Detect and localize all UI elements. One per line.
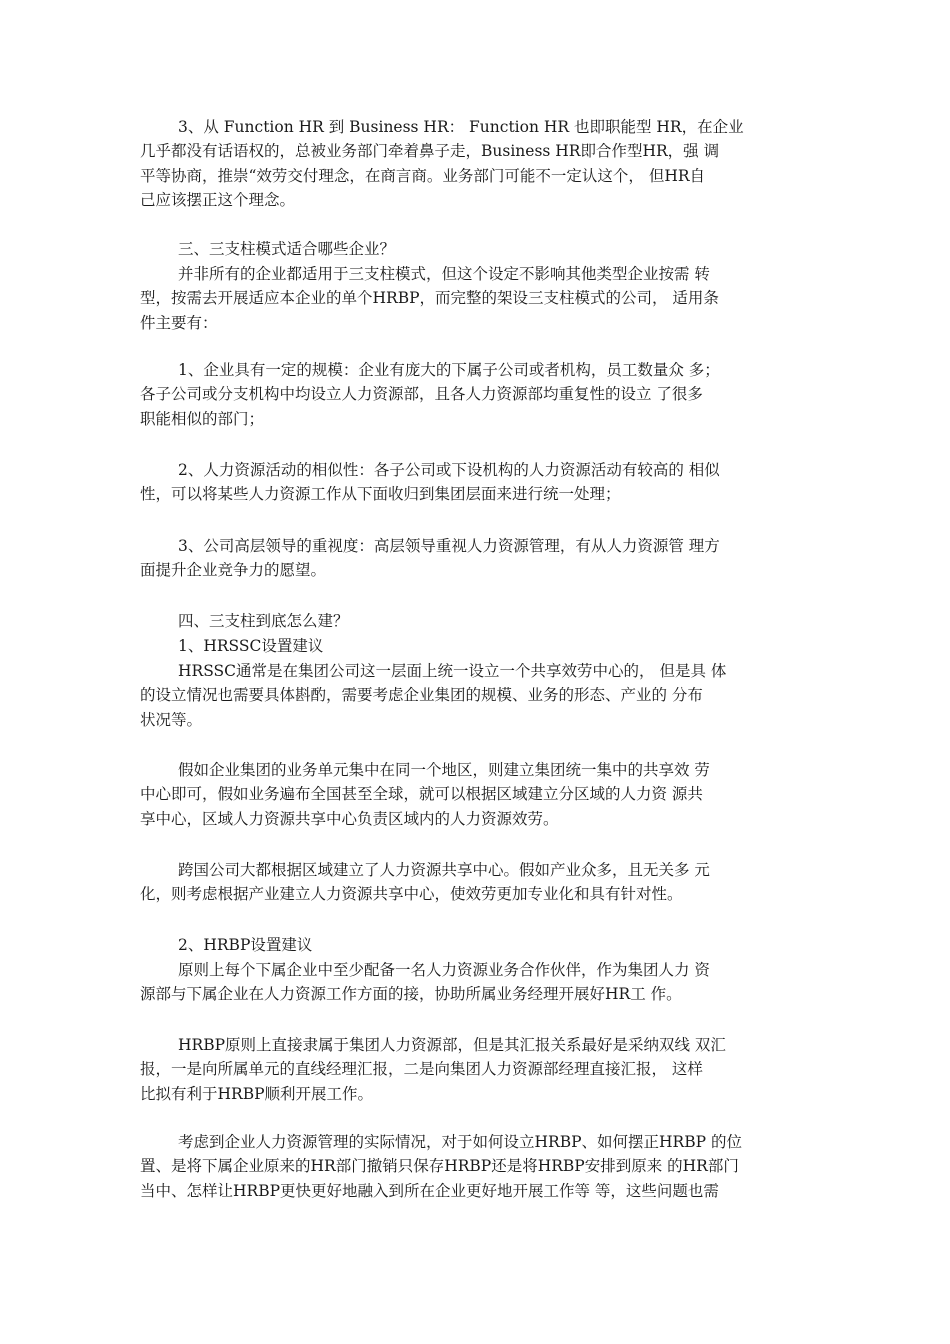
paragraph bbox=[140, 1130, 820, 1203]
text-line: 2、人力资源活动的相似性：各子公司或下设机构的人力资源活动有较高的 相似 bbox=[178, 461, 720, 479]
text-line: 3、公司高层领导的重视度：高层领导重视人力资源管理，有从人力资源管 理方 bbox=[178, 537, 720, 555]
text-line: 件主要有： bbox=[140, 313, 218, 332]
text-line: HRBP原则上直接隶属于集团人力资源部，但是其汇报关系最好是采纳双线 双汇 bbox=[178, 1036, 726, 1054]
text-line: 职能相似的部门； bbox=[140, 409, 265, 428]
paragraph bbox=[140, 115, 820, 213]
paragraph bbox=[140, 458, 820, 507]
text-line: 置、是将下属企业原来的HR部门撤销只保存HRBP还是将HRBP安排到原来 的HR部门 bbox=[140, 1157, 739, 1176]
paragraph bbox=[140, 262, 820, 335]
paragraph bbox=[140, 237, 820, 261]
paragraph bbox=[140, 659, 820, 732]
text-line: 3、从 Function HR 到 Business HR： Function HR 也即职能型 HR，在企业 bbox=[178, 118, 744, 136]
text-line: 三、三支柱模式适合哪些企业？ bbox=[178, 240, 396, 258]
text-line: 当中、怎样让HRBP更快更好地融入到所在企业更好地开展工作等 等，这些问题也需 bbox=[140, 1181, 719, 1200]
text-line: 跨国公司大都根据区域建立了人力资源共享中心。假如产业众多，且无关多 元 bbox=[178, 861, 710, 879]
paragraph bbox=[140, 1033, 820, 1106]
paragraph bbox=[140, 958, 820, 1007]
text-line: 享中心，区域人力资源共享中心负责区域内的人力资源效劳。 bbox=[140, 809, 559, 828]
text-line: 比拟有利于HRBP顺利开展工作。 bbox=[140, 1084, 374, 1103]
paragraph bbox=[140, 609, 820, 633]
text-line: 的设立情况也需要具体斟酌，需要考虑企业集团的规模、业务的形态、产业的 分布 bbox=[140, 686, 703, 705]
text-line: 化，则考虑根据产业建立人力资源共享中心，使效劳更加专业化和具有针对性。 bbox=[140, 885, 683, 904]
paragraph bbox=[140, 758, 820, 831]
text-line: 并非所有的企业都适用于三支柱模式，但这个设定不影响其他类型企业按需 转 bbox=[178, 265, 710, 283]
text-line: 己应该摆正这个理念。 bbox=[140, 191, 296, 210]
text-line: 状况等。 bbox=[140, 710, 203, 729]
text-line: 原则上每个下属企业中至少配备一名人力资源业务合作伙伴，作为集团人力 资 bbox=[178, 961, 710, 979]
text-line: 几乎都没有话语权的，总被业务部门牵着鼻子走，Business HR即合作型HR，强 调 bbox=[140, 142, 720, 161]
text-line: 2、HRBP设置建议 bbox=[178, 936, 313, 954]
text-line: 1、HRSSC设置建议 bbox=[178, 637, 324, 655]
paragraph bbox=[140, 634, 820, 658]
paragraph bbox=[140, 534, 820, 583]
paragraph bbox=[140, 933, 820, 957]
text-line: 考虑到企业人力资源管理的实际情况，对于如何设立HRBP、如何摆正HRBP 的位 bbox=[178, 1133, 742, 1151]
text-line: 平等协商，推崇“效劳交付理念，在商言商。业务部门可能不一定认这个， 但HR自 bbox=[140, 166, 706, 185]
paragraph bbox=[140, 358, 820, 431]
text-line: 各子公司或分支机构中均设立人力资源部，且各人力资源部均重复性的设立 了很多 bbox=[140, 385, 703, 404]
text-line: 1、企业具有一定的规模：企业有庞大的下属子公司或者机构，员工数量众 多； bbox=[178, 361, 720, 379]
text-line: 报，一是向所属单元的直线经理汇报，二是向集团人力资源部经理直接汇报， 这样 bbox=[140, 1060, 703, 1079]
text-line: HRSSC通常是在集团公司这一层面上统一设立一个共享效劳中心的， 但是具 体 bbox=[178, 662, 727, 680]
text-line: 中心即可，假如业务遍布全国甚至全球，就可以根据区域建立分区域的人力资 源共 bbox=[140, 785, 703, 804]
text-line: 性，可以将某些人力资源工作从下面收归到集团层面来进行统一处理； bbox=[140, 485, 621, 504]
text-line: 源部与下属企业在人力资源工作方面的接，协助所属业务经理开展好HR工 作。 bbox=[140, 985, 682, 1004]
text-line: 四、三支柱到底怎么建？ bbox=[178, 612, 349, 630]
text-line: 型，按需去开展适应本企业的单个HRBP，而完整的架设三支柱模式的公司， 适用条 bbox=[140, 289, 719, 308]
text-line: 假如企业集团的业务单元集中在同一个地区，则建立集团统一集中的共享效 劳 bbox=[178, 761, 710, 779]
text-line: 面提升企业竞争力的愿望。 bbox=[140, 561, 327, 580]
paragraph bbox=[140, 858, 820, 907]
